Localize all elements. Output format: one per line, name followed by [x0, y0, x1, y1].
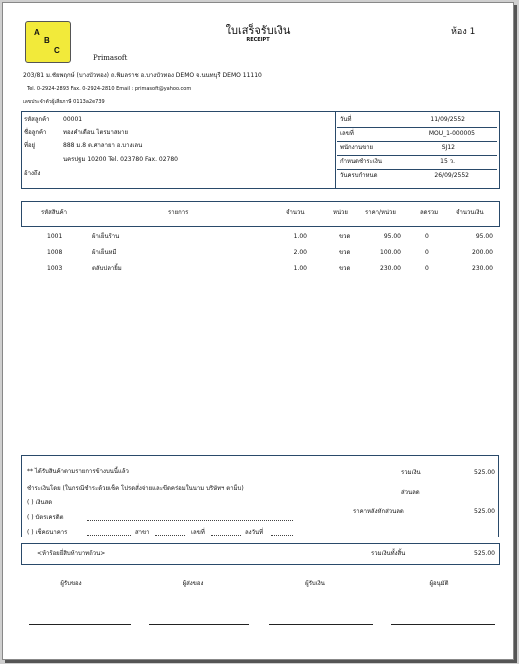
- customer-address-label: ที่อยู่: [24, 142, 36, 149]
- received-note: ** ได้รับสินค้าตามรายการข้างบนนี้แล้ว: [27, 468, 129, 475]
- company-name: Primasoft: [93, 54, 128, 62]
- row-3-code: 1003: [47, 265, 63, 272]
- company-tax-id: เลขประจำตัวผู้เสียภาษี 0113a2e739: [23, 99, 105, 105]
- cheque-no-line: [211, 527, 241, 536]
- after-discount-value: 525.00: [474, 508, 495, 515]
- payment-cash: ( ) เงินสด: [27, 499, 53, 506]
- doc-title: ใบเสร็จรับเงิน: [225, 24, 291, 37]
- row-1-amount: 95.00: [475, 233, 493, 240]
- row-2-amount: 200.00: [472, 249, 493, 256]
- cheque-date-label: ลงวันที่: [245, 529, 264, 536]
- row-1-price: 95.00: [383, 233, 401, 240]
- col-unit-header: หน่วย: [333, 209, 348, 216]
- row-2-code: 1008: [47, 249, 63, 256]
- row-3-qty: 1.00: [293, 265, 307, 272]
- row-2-qty: 2.00: [293, 249, 307, 256]
- signature-approver-line: [391, 624, 495, 625]
- row-3-discount: 0: [425, 265, 429, 272]
- cheque-date-line: [271, 527, 293, 536]
- receipt-page: [2, 2, 514, 660]
- due-date: 26/09/2552: [434, 172, 469, 179]
- customer-code: 00001: [63, 116, 83, 123]
- total-label: รวมเงิน: [401, 469, 421, 476]
- row-1-code: 1001: [47, 233, 63, 240]
- due-term: 15 ว.: [440, 158, 455, 165]
- grand-total-label: รวมเงินทั้งสิ้น: [371, 550, 406, 557]
- doc-subtitle: RECEIPT: [246, 37, 270, 43]
- reference-label: อ้างถึง: [24, 170, 41, 177]
- seller: SJ12: [441, 144, 455, 151]
- row-3-unit: ขวด: [339, 265, 351, 272]
- logo-letter-a: A: [34, 28, 40, 37]
- col-discount-header: ลดรวม: [420, 209, 439, 216]
- cheque-branch-label: สาขา: [135, 529, 150, 536]
- payment-note: ชำระเงินโดย (ในกรณีชำระด้วยเช็ค โปรดสั่งจ่ายและขีดคร่อมในนาม บริษัทฯ ตาม็บ): [27, 485, 244, 492]
- total-value: 525.00: [474, 469, 495, 476]
- company-logo: [25, 21, 71, 63]
- row-2-desc: ผ้าเย็นหมี: [92, 249, 117, 256]
- row-3-price: 230.00: [380, 265, 401, 272]
- customer-name: ทองคำเดือน ไตรมาสผาย: [63, 129, 128, 136]
- row-3-amount: 230.00: [472, 265, 493, 272]
- doc-no: MOU_1-000005: [428, 130, 475, 137]
- row-2-price: 100.00: [380, 249, 401, 256]
- row-3-desc: ตลับปลายิ้ม: [92, 265, 122, 272]
- logo-letter-b: B: [44, 36, 50, 45]
- customer-code-label: รหัสลูกค้า: [24, 116, 50, 123]
- col-code-header: รหัสสินค้า: [41, 209, 67, 216]
- logo-letter-c: C: [54, 46, 60, 55]
- signature-cashier-label: ผู้รับเงิน: [305, 580, 325, 587]
- cheque-no-label: เลขที่: [191, 529, 205, 536]
- signature-sender-label: ผู้ส่งของ: [182, 580, 204, 587]
- copy-label: ห้อง 1: [451, 27, 476, 37]
- row-1-unit: ขวด: [339, 233, 351, 240]
- payment-credit: ( ) บัตรเครดิต: [27, 514, 64, 521]
- company-contact: Tel. 0-2924-2893 Fax. 0-2924-2810 Email : primasoft@yahoo.com: [27, 86, 192, 92]
- row-1-qty: 1.00: [293, 233, 307, 240]
- row-2-unit: ขวด: [339, 249, 351, 256]
- signature-approver-label: ผู้อนุมัติ: [429, 580, 449, 587]
- row-2-discount: 0: [425, 249, 429, 256]
- discount-label: ส่วนลด: [401, 489, 420, 496]
- customer-address-1: 888 ม.8 ต.ศาลายา อ.บางเลน: [63, 142, 143, 149]
- col-price-header: ราคา/หน่วย: [365, 209, 396, 216]
- signature-receiver-label: ผู้รับของ: [60, 580, 82, 587]
- doc-no-label: เลขที่: [340, 130, 354, 137]
- col-amount-header: จำนวนเงิน: [456, 209, 484, 216]
- company-address: 203/81 ม.ชัยพฤกษ์ (บางบัวทอง) ถ.พิมลราช อ.บางบัวทอง DEMO จ.นนทบุรี DEMO 11110: [23, 72, 262, 79]
- due-date-label: วันครบกำหนด: [340, 172, 378, 179]
- col-desc-header: รายการ: [168, 209, 189, 216]
- after-discount-label: ราคาหลังหักส่วนลด: [353, 508, 404, 515]
- customer-name-label: ชื่อลูกค้า: [24, 129, 47, 136]
- doc-date: 11/09/2552: [430, 116, 465, 123]
- signature-receiver-line: [29, 624, 131, 625]
- row-1-discount: 0: [425, 233, 429, 240]
- signature-sender-line: [149, 624, 249, 625]
- signature-cashier-line: [269, 624, 373, 625]
- row-1-desc: ผ้าเย็นร้าน: [92, 233, 120, 240]
- payment-cheque: ( ) เช็คธนาคาร: [27, 529, 68, 536]
- credit-card-line: [87, 512, 293, 521]
- amount-in-words: <ห้าร้อยยี่สิบห้าบาทถ้วน>: [37, 550, 106, 557]
- seller-label: พนักงานขาย: [340, 144, 374, 151]
- cheque-branch-line: [155, 527, 185, 536]
- due-label: กำหนดชำระเงิน: [340, 158, 382, 165]
- customer-address-2: นครปฐม 10200 Tel. 023780 Fax. 02780: [63, 156, 178, 163]
- date-label: วันที่: [340, 116, 352, 123]
- cheque-bank-line: [87, 527, 131, 536]
- col-qty-header: จำนวน: [286, 209, 305, 216]
- grand-total-value: 525.00: [474, 550, 495, 557]
